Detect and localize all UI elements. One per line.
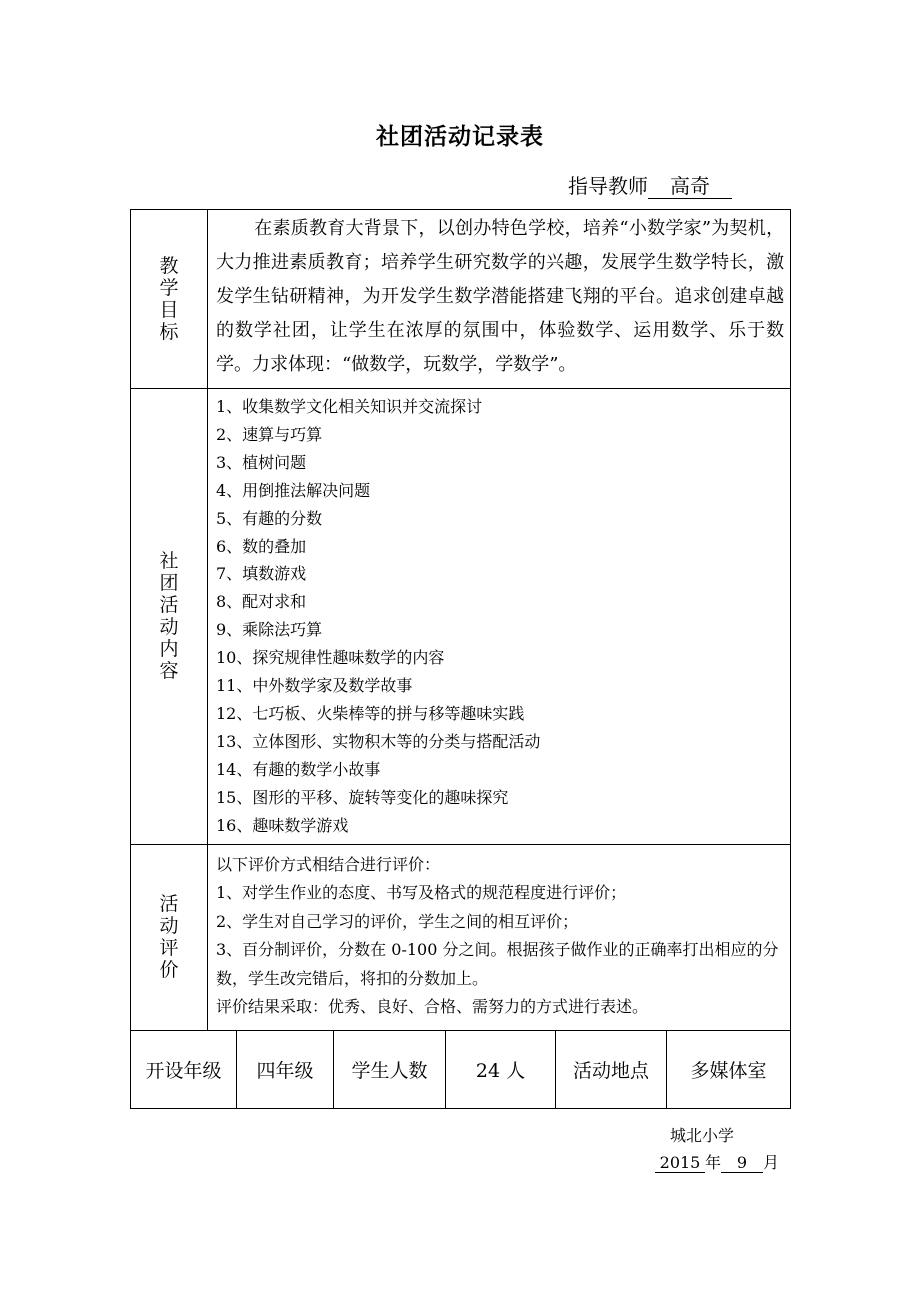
content-list xyxy=(208,389,791,845)
location-label: 活动地点 xyxy=(556,1031,667,1109)
label-char: 团 xyxy=(159,572,179,595)
goal-text: 在素质教育大背景下，以创办特色学校，培养“小数学家”为契机，大力推进素质教育；培养学生研究数学的兴趣，发展学生数学特长，激发学生钻研精神，为开发学生数学潜能搭建飞翔的平台。追求创建卓越的数学社团，让学生在浓厚的氛围中，体验数学、运用数学、乐于数学。力求体现：“做数学，玩数学，学数学”。 xyxy=(216,218,785,375)
teacher-line xyxy=(568,170,732,199)
content-label-cell xyxy=(131,389,208,845)
label-char: 内 xyxy=(159,638,179,661)
list-item: 11、中外数学家及数学故事 xyxy=(216,676,413,696)
evaluation-line: 3、百分制评价，分数在 0-100 分之间。根据孩子做作业的正确率打出相应的分数，学生改完错后，将扣的分数加上。 xyxy=(216,940,779,988)
label-char: 学 xyxy=(159,277,179,299)
list-item: 13、立体图形、实物积木等的分类与搭配活动 xyxy=(216,731,541,751)
list-item: 2、速算与巧算 xyxy=(216,424,323,444)
date-month-unit: 月 xyxy=(763,1153,780,1172)
evaluation-line: 2、学生对自己学习的评价，学生之间的相互评价； xyxy=(216,911,579,931)
goal-row xyxy=(131,210,791,389)
content-label xyxy=(131,550,207,682)
list-item: 15、图形的平移、旋转等变化的趣味探究 xyxy=(216,787,509,807)
evaluation-label-cell xyxy=(131,844,208,1031)
goal-label-cell xyxy=(131,210,208,389)
evaluation-line: 评价结果采取：优秀、良好、合格、需努力的方式进行表述。 xyxy=(216,997,649,1017)
grade-value: 四年级 xyxy=(237,1031,334,1109)
list-item: 4、用倒推法解决问题 xyxy=(216,480,371,500)
label-char: 社 xyxy=(159,550,179,573)
students-label: 学生人数 xyxy=(334,1031,446,1109)
list-item: 8、配对求和 xyxy=(216,592,307,612)
label-char: 容 xyxy=(159,660,179,683)
list-item: 3、植树问题 xyxy=(216,452,307,472)
goal-text-cell xyxy=(208,210,791,389)
students-value: 24 人 xyxy=(446,1031,556,1109)
document-title: 社团活动记录表 xyxy=(376,123,544,150)
list-item: 7、填数游戏 xyxy=(216,564,307,584)
info-row xyxy=(131,1031,791,1109)
evaluation-row xyxy=(131,844,791,1031)
list-item: 1、收集数学文化相关知识并交流探讨 xyxy=(216,397,483,416)
date-line xyxy=(655,1150,779,1173)
list-item: 10、探究规律性趣味数学的内容 xyxy=(216,648,445,668)
label-char: 活 xyxy=(159,893,179,916)
teacher-name: 高奇 xyxy=(648,174,732,199)
evaluation-line: 以下评价方式相结合进行评价： xyxy=(216,854,441,874)
teacher-label: 指导教师 xyxy=(568,174,648,198)
list-item: 12、七巧板、火柴棒等的拼与移等趣味实践 xyxy=(216,703,525,723)
evaluation-text xyxy=(208,844,791,1031)
school-name: 城北小学 xyxy=(670,1126,735,1145)
date-year-unit: 年 xyxy=(705,1153,722,1172)
label-char: 动 xyxy=(159,616,179,639)
label-char: 评 xyxy=(159,937,179,960)
label-char: 标 xyxy=(159,321,179,343)
label-char: 目 xyxy=(159,299,179,321)
label-char: 活 xyxy=(159,594,179,617)
location-value: 多媒体室 xyxy=(667,1031,791,1109)
list-item: 5、有趣的分数 xyxy=(216,508,323,528)
evaluation-line: 1、对学生作业的态度、书写及格式的规范程度进行评价； xyxy=(216,883,627,903)
evaluation-label xyxy=(131,893,207,981)
list-item: 14、有趣的数学小故事 xyxy=(216,759,381,779)
grade-label: 开设年级 xyxy=(131,1031,237,1109)
date-year: 2015 xyxy=(655,1154,705,1173)
label-char: 教 xyxy=(159,255,179,277)
label-char: 价 xyxy=(159,959,179,982)
goal-label xyxy=(131,255,207,343)
content-row xyxy=(131,389,791,845)
label-char: 动 xyxy=(159,915,179,938)
record-table xyxy=(130,209,791,1109)
list-item: 9、乘除法巧算 xyxy=(216,620,323,640)
list-item: 6、数的叠加 xyxy=(216,536,307,556)
list-item: 16、趣味数学游戏 xyxy=(216,815,349,835)
date-month: 9 xyxy=(721,1154,763,1173)
